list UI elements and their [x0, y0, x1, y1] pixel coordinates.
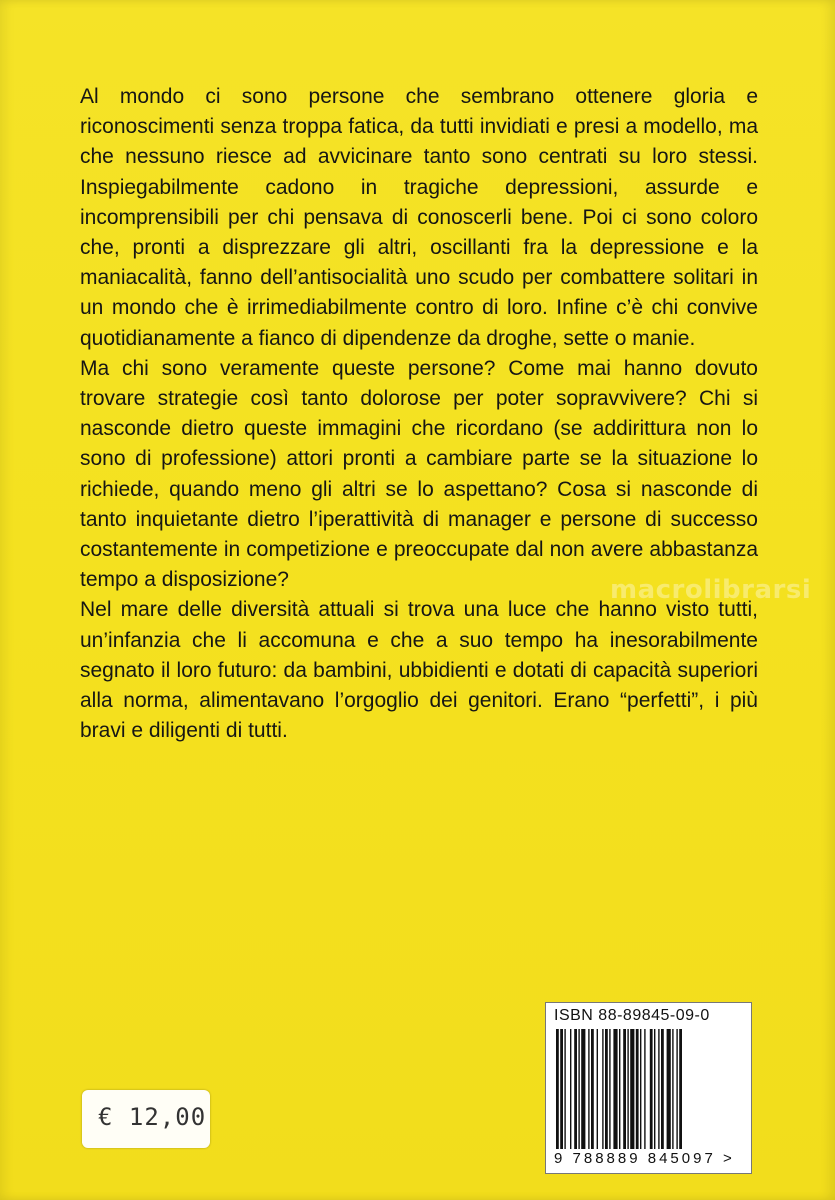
- isbn-barcode: [545, 1002, 752, 1174]
- barcode-bars: [554, 1029, 744, 1151]
- blurb-paragraph-3: Nel mare delle diversità attuali si trova una luce che hanno visto tutti, un’infanzia che li accomuna e che a suo tempo ha inesorabilmente segnato il loro futuro: da bambini, ubbidienti e dotati di capacità superiori alla norma, alimentavano l’orgoglio dei genitori. Erano “perfetti”, i più bravi e diligenti di tutti.: [80, 598, 758, 743]
- blurb-paragraph-2: Ma chi sono veramente queste persone? Come mai hanno dovuto trovare strategie così tanto dolorose per poter sopravvivere? Chi si nasconde dietro queste immagini che ricordano (se addirittura non lo sono di professione) attori pronti a cambiare parte se la situazione lo richiede, quando meno gli altri se lo aspettano? Cosa si nasconde di tanto inquietante dietro l’iperattività di manager e persone di successo costantemente in competizione e preoccupate dal non avere abbastanza tempo a disposizione?: [80, 356, 758, 592]
- watermark-logo: macrolibrarsi: [610, 575, 812, 605]
- blurb-text: [80, 82, 758, 746]
- barcode-digits: 9 788889 845097 >: [554, 1150, 735, 1167]
- price-label: € 12,00: [98, 1103, 207, 1131]
- blurb-paragraph-1: Al mondo ci sono persone che sembrano ottenere gloria e riconoscimenti senza troppa fatica, da tutti invidiati e presi a modello, ma che nessuno riesce ad avvicinare tanto sono centrati su loro stessi. Inspiegabilmente cadono in tragiche depressioni, assurde e incomprensibili per chi pensava di conoscerli bene. Poi ci sono coloro che, pronti a disprezzare gli altri, oscillanti fra la depressione e la maniacalità, fanno dell’antisocialità uno scudo per combattere solitari in un mondo che è irrimediabilmente contro di loro. Infine c’è chi convive quotidianamente a fianco di dipendenze da droghe, sette o manie.: [80, 85, 758, 350]
- isbn-label: ISBN 88-89845-09-0: [554, 1007, 710, 1024]
- price-sticker: [82, 1090, 210, 1148]
